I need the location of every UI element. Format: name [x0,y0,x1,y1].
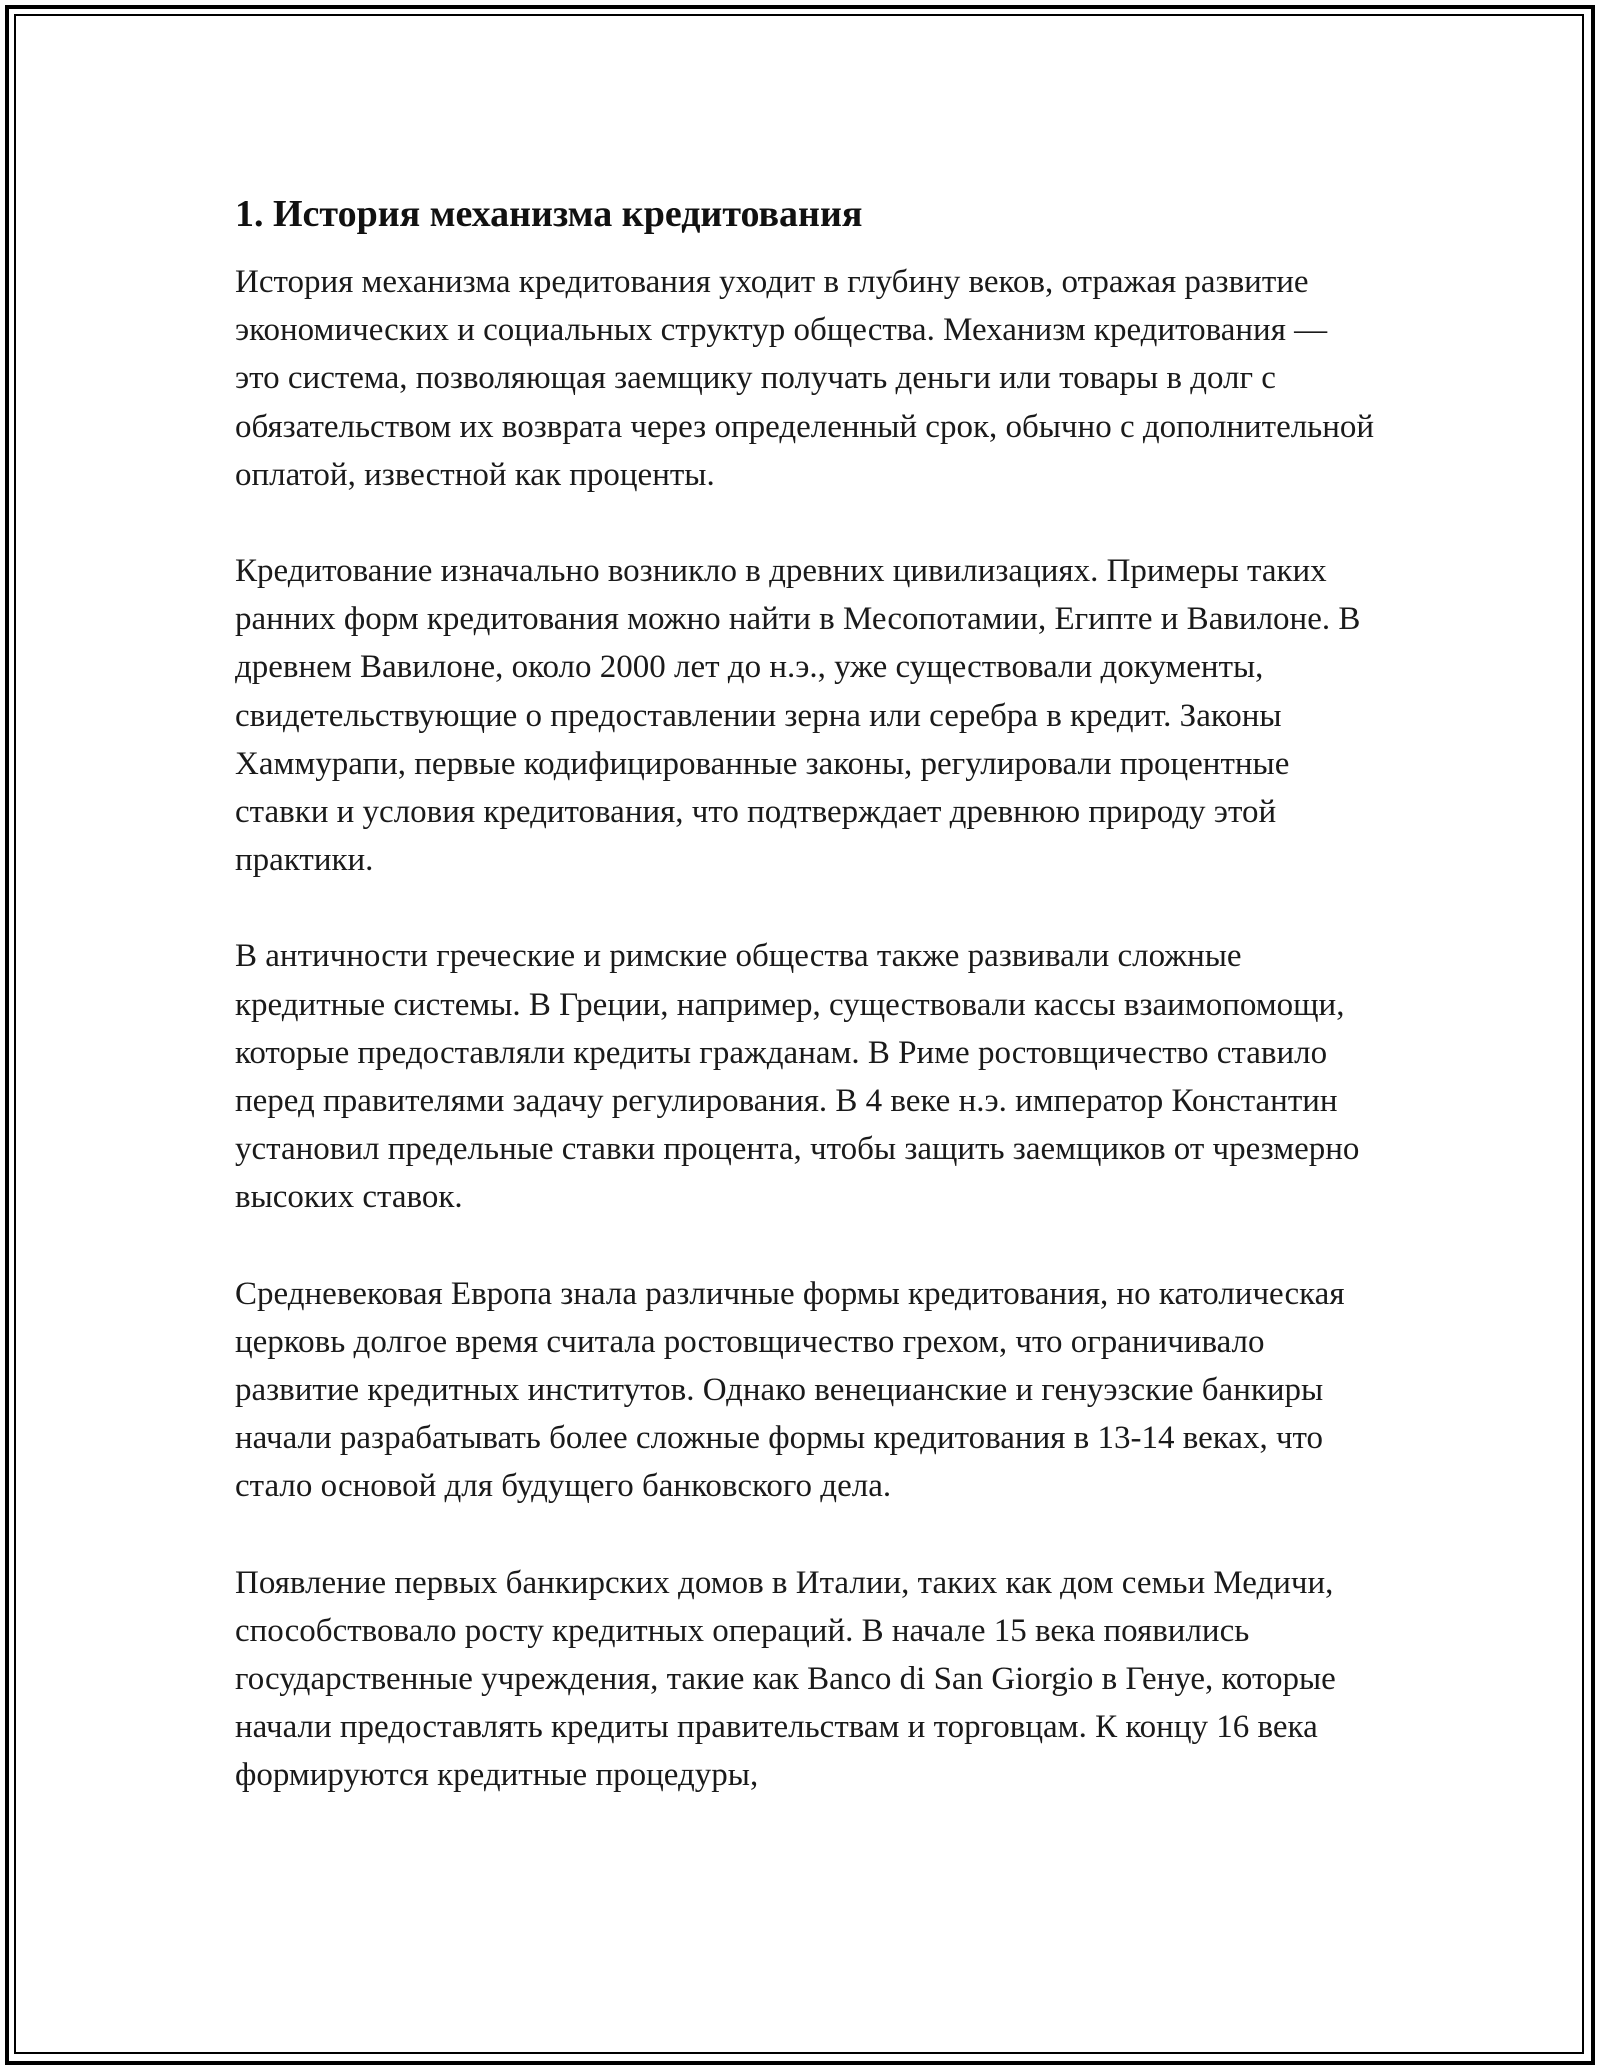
document-body [235,184,1375,1800]
paragraph-antiquity: В античности греческие и римские общества также развивали сложные кредитные системы. В Греции, например, существовали кассы взаимопомощи, которые предоставляли кредиты гражданам. В Риме ростовщичество ставило перед правителями задачу регулирования. В 4 веке н.э. император Константин установил предельные ставки процента, чтобы защить заемщиков от чрезмерно высоких ставок. [235,938,1360,1216]
section-heading: 1. История механизма кредитования [235,193,863,235]
paragraph-intro: История механизма кредитования уходит в глубину веков, отражая развитие экономических и социальных структур общества. Механизм кредитования — это система, позволяющая заемщику получать деньги или товары в долг с обязательством их возврата через определенный срок, обычно с дополнительной оплатой, известной как проценты. [235,264,1375,493]
paragraph-italian-banks: Появление первых банкирских домов в Италии, таких как дом семьи Медичи, способствовало росту кредитных операций. В начале 15 века появились государственные учреждения, такие как Banco di San Giorgio в Генуе, которые начали предоставлять кредиты правительствам и торговцам. К концу 16 века формируются кредитные процедуры, [235,1564,1336,1794]
paragraph-ancient: Кредитование изначально возникло в древних цивилизациях. Примеры таких ранних форм кредитования можно найти в Месопотамии, Египте и Вавилоне. В древнем Вавилоне, около 2000 лет до н.э., уже существовали документы, свидетельствующие о предоставлении зерна или серебра в кредит. Законы Хаммурапи, первые кодифицированные законы, регулировали процентные ставки и условия кредитования, что подтверждает древнюю природу этой практики. [235,553,1361,879]
paragraph-medieval: Средневековая Европа знала различные формы кредитования, но католическая церковь долгое время считала ростовщичество грехом, что ограничивало развитие кредитных институтов. Однако венецианские и генуэзские банкиры начали разрабатывать более сложные формы кредитования в 13-14 веках, что стало основой для будущего банковского дела. [235,1275,1345,1505]
